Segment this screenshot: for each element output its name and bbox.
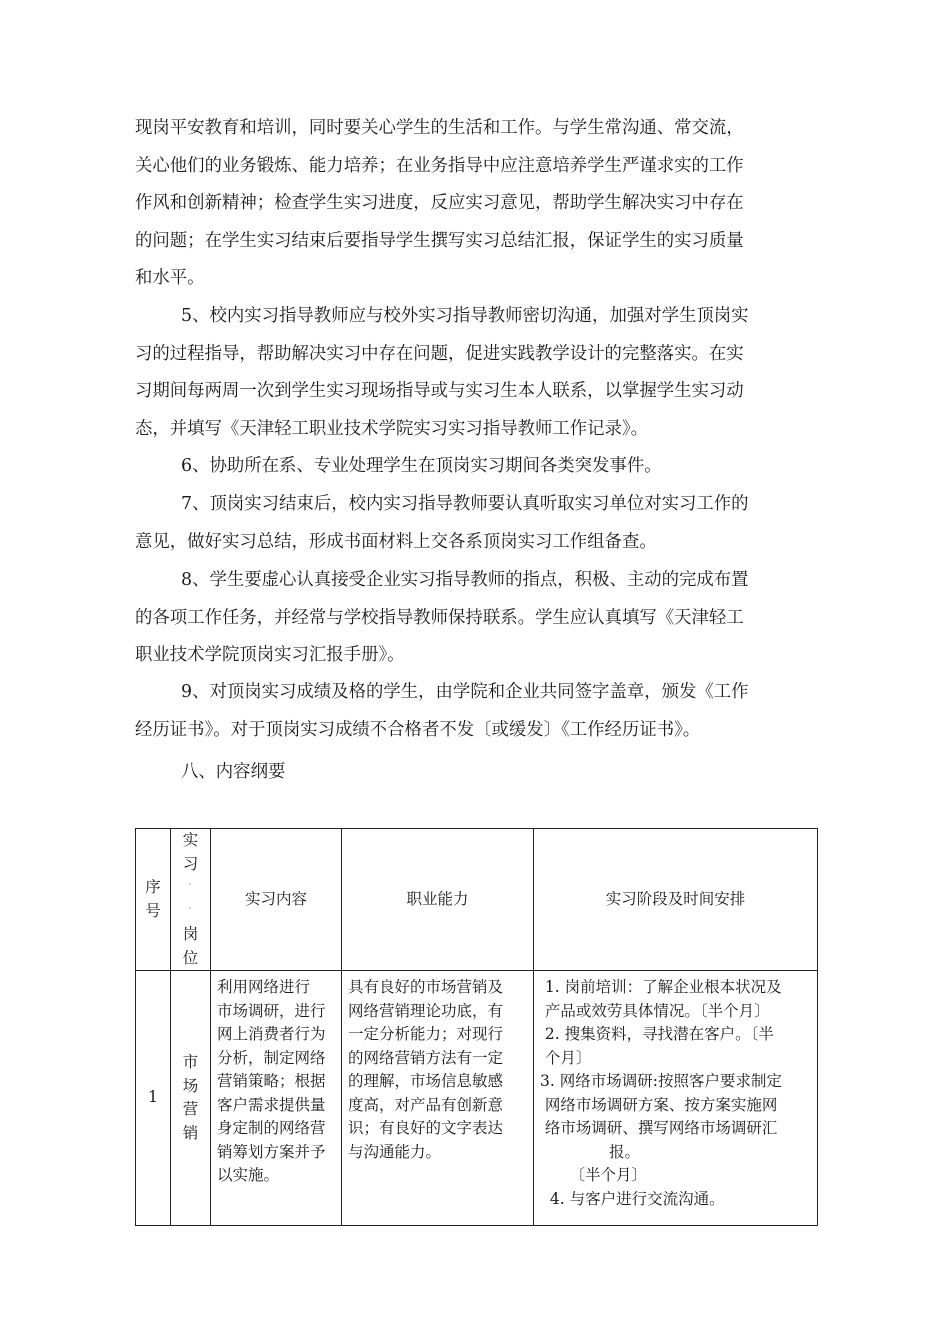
text-line: 意见，做好实习总结，形成书面材料上交各系顶岗实习工作组备查。: [135, 531, 657, 552]
text-line: 习期间每两周一次到学生实习现场指导或与实习生本人联系，以掌握学生实习动: [135, 381, 744, 402]
header-ability: 职业能力: [342, 829, 534, 971]
header-post-char: 习: [182, 854, 199, 873]
layout-mark: ﾟ: [188, 906, 193, 916]
section-heading: 八、内容纲要: [181, 762, 286, 782]
cell-post: [171, 971, 211, 1226]
cell-line: 〔半个月〕: [540, 1166, 648, 1184]
cell-line: 与沟通能力。: [348, 1142, 442, 1161]
header-post-char-group: [171, 853, 210, 900]
text-line: 5、校内实习指导教师应与校外实习指导教师密切沟通，加强对学生顶岗实: [181, 306, 749, 326]
cell-seq: 1: [136, 971, 171, 1226]
paragraph-item-8: [135, 562, 819, 675]
header-content: 实习内容: [211, 829, 342, 971]
text-line: 6、协助所在系、专业处理学生在顶岗实习期间各类突发事件。: [181, 456, 662, 476]
text-line: 态，并填写《天津轻工职业技术学院实习实习指导教师工作记录》。: [135, 418, 649, 439]
text-line: 职业技术学院顶岗实习汇报手册》。: [135, 645, 405, 666]
content-outline-table: [135, 828, 818, 1226]
text-line: 作风和创新精神；检查学生实习进度，反应实习意见，帮助学生解决实习中存在: [135, 193, 744, 214]
cell-line: 以实施。: [217, 1166, 280, 1184]
post-char: 销: [182, 1123, 199, 1142]
text-line: 的各项工作任务，并经常与学校指导教师保持联系。学生应认真填写《天津轻工: [135, 607, 744, 628]
cell-line: 识；有良好的文字表达: [348, 1119, 504, 1137]
header-seq-char: 序: [145, 878, 161, 896]
cell-line: 营销策略；根据: [217, 1072, 326, 1090]
cell-content: [211, 971, 342, 1226]
paragraph-guidance-duties: [135, 110, 819, 298]
cell-line: 产品或效劳具体情况。〔半个月〕: [540, 1001, 770, 1020]
cell-line: 度高，对产品有创新意: [348, 1095, 504, 1114]
post-char: 市: [182, 1053, 199, 1071]
cell-schedule: [534, 971, 818, 1226]
paragraph-item-6: [135, 448, 819, 486]
text-line: 8、学生要虚心认真接受企业实习指导教师的指点，积极、主动的完成布置: [181, 570, 749, 590]
cell-line: 分析，制定网络: [217, 1048, 326, 1067]
cell-line: 身定制的网络营: [217, 1119, 326, 1137]
post-char: 场: [182, 1076, 199, 1095]
paragraph-item-5: [135, 298, 819, 448]
text-line: 9、对顶岗实习成绩及格的学生，由学院和企业共同签字盖章，颁发《工作: [181, 682, 749, 702]
paragraph-item-7: [135, 486, 819, 561]
text-line: 习的过程指导，帮助解决实习中存在问题，促进实践教学设计的完整落实。在实: [135, 343, 744, 364]
cell-line: 具有良好的市场营销及: [348, 978, 504, 996]
cell-line: 1. 岗前培训：了解企业根本状况及: [540, 978, 782, 996]
cell-line: 报。: [540, 1142, 640, 1161]
text-line: 7、顶岗实习结束后，校内实习指导教师要认真听取实习单位对实习工作的: [181, 494, 749, 514]
cell-line: 络市场调研、撰写网络市场调研汇: [540, 1119, 778, 1137]
cell-line: 销筹划方案并予: [217, 1142, 326, 1161]
header-seq-char: 号: [145, 901, 161, 920]
cell-line: 4. 与客户进行交流沟通。: [540, 1189, 725, 1208]
header-post-char: 位: [182, 948, 199, 967]
text-line: 现岗平安教育和培训，同时要关心学生的生活和工作。与学生常沟通、常交流，: [135, 118, 744, 138]
cell-line: 的理解，市场信息敏感: [348, 1072, 504, 1090]
header-post: [171, 829, 211, 971]
text-line: 经历证书》。对于顶岗实习成绩不合格者不发〔或缓发〕《工作经历证书》。: [135, 719, 701, 740]
cell-line: 客户需求提供量: [217, 1095, 326, 1114]
cell-line: 的网络营销方法有一定: [348, 1048, 504, 1067]
cell-line: 2. 搜集资料，寻找潜在客户。〔半: [540, 1025, 774, 1043]
header-seq: [136, 829, 171, 971]
paragraph-item-9: [135, 674, 819, 749]
cell-line: 个月〕: [540, 1048, 592, 1067]
text-line: 关心他们的业务锻炼、能力培养；在业务指导中应注意培养学生严谨求实的工作: [135, 155, 744, 176]
text-line: 的问题；在学生实习结束后要指导学生撰写实习总结汇报，保证学生的实习质量: [135, 230, 744, 251]
header-post-char: 岗: [182, 925, 199, 943]
text-line: 和水平。: [135, 268, 205, 289]
header-schedule: 实习阶段及时间安排: [534, 829, 818, 971]
table-header-row: [136, 829, 818, 971]
header-post-char: 实: [182, 831, 199, 849]
cell-line: 网上消费者行为: [217, 1025, 326, 1043]
cell-line: 利用网络进行: [217, 978, 311, 996]
cell-line: 网络营销理论功底，有: [348, 1001, 504, 1020]
cell-ability: [342, 971, 534, 1226]
layout-mark: ﾟ: [188, 883, 193, 892]
cell-line: 网络市场调研方案、按方案实施网: [540, 1095, 778, 1114]
cell-line: 一定分析能力；对现行: [348, 1025, 504, 1043]
cell-line: 3. 网络市场调研:按照客户要求制定: [540, 1072, 782, 1090]
cell-line: 市场调研，进行: [217, 1001, 326, 1020]
header-post-char-group: [171, 900, 210, 947]
post-char: 营: [182, 1100, 199, 1118]
table-row: [136, 971, 818, 1226]
